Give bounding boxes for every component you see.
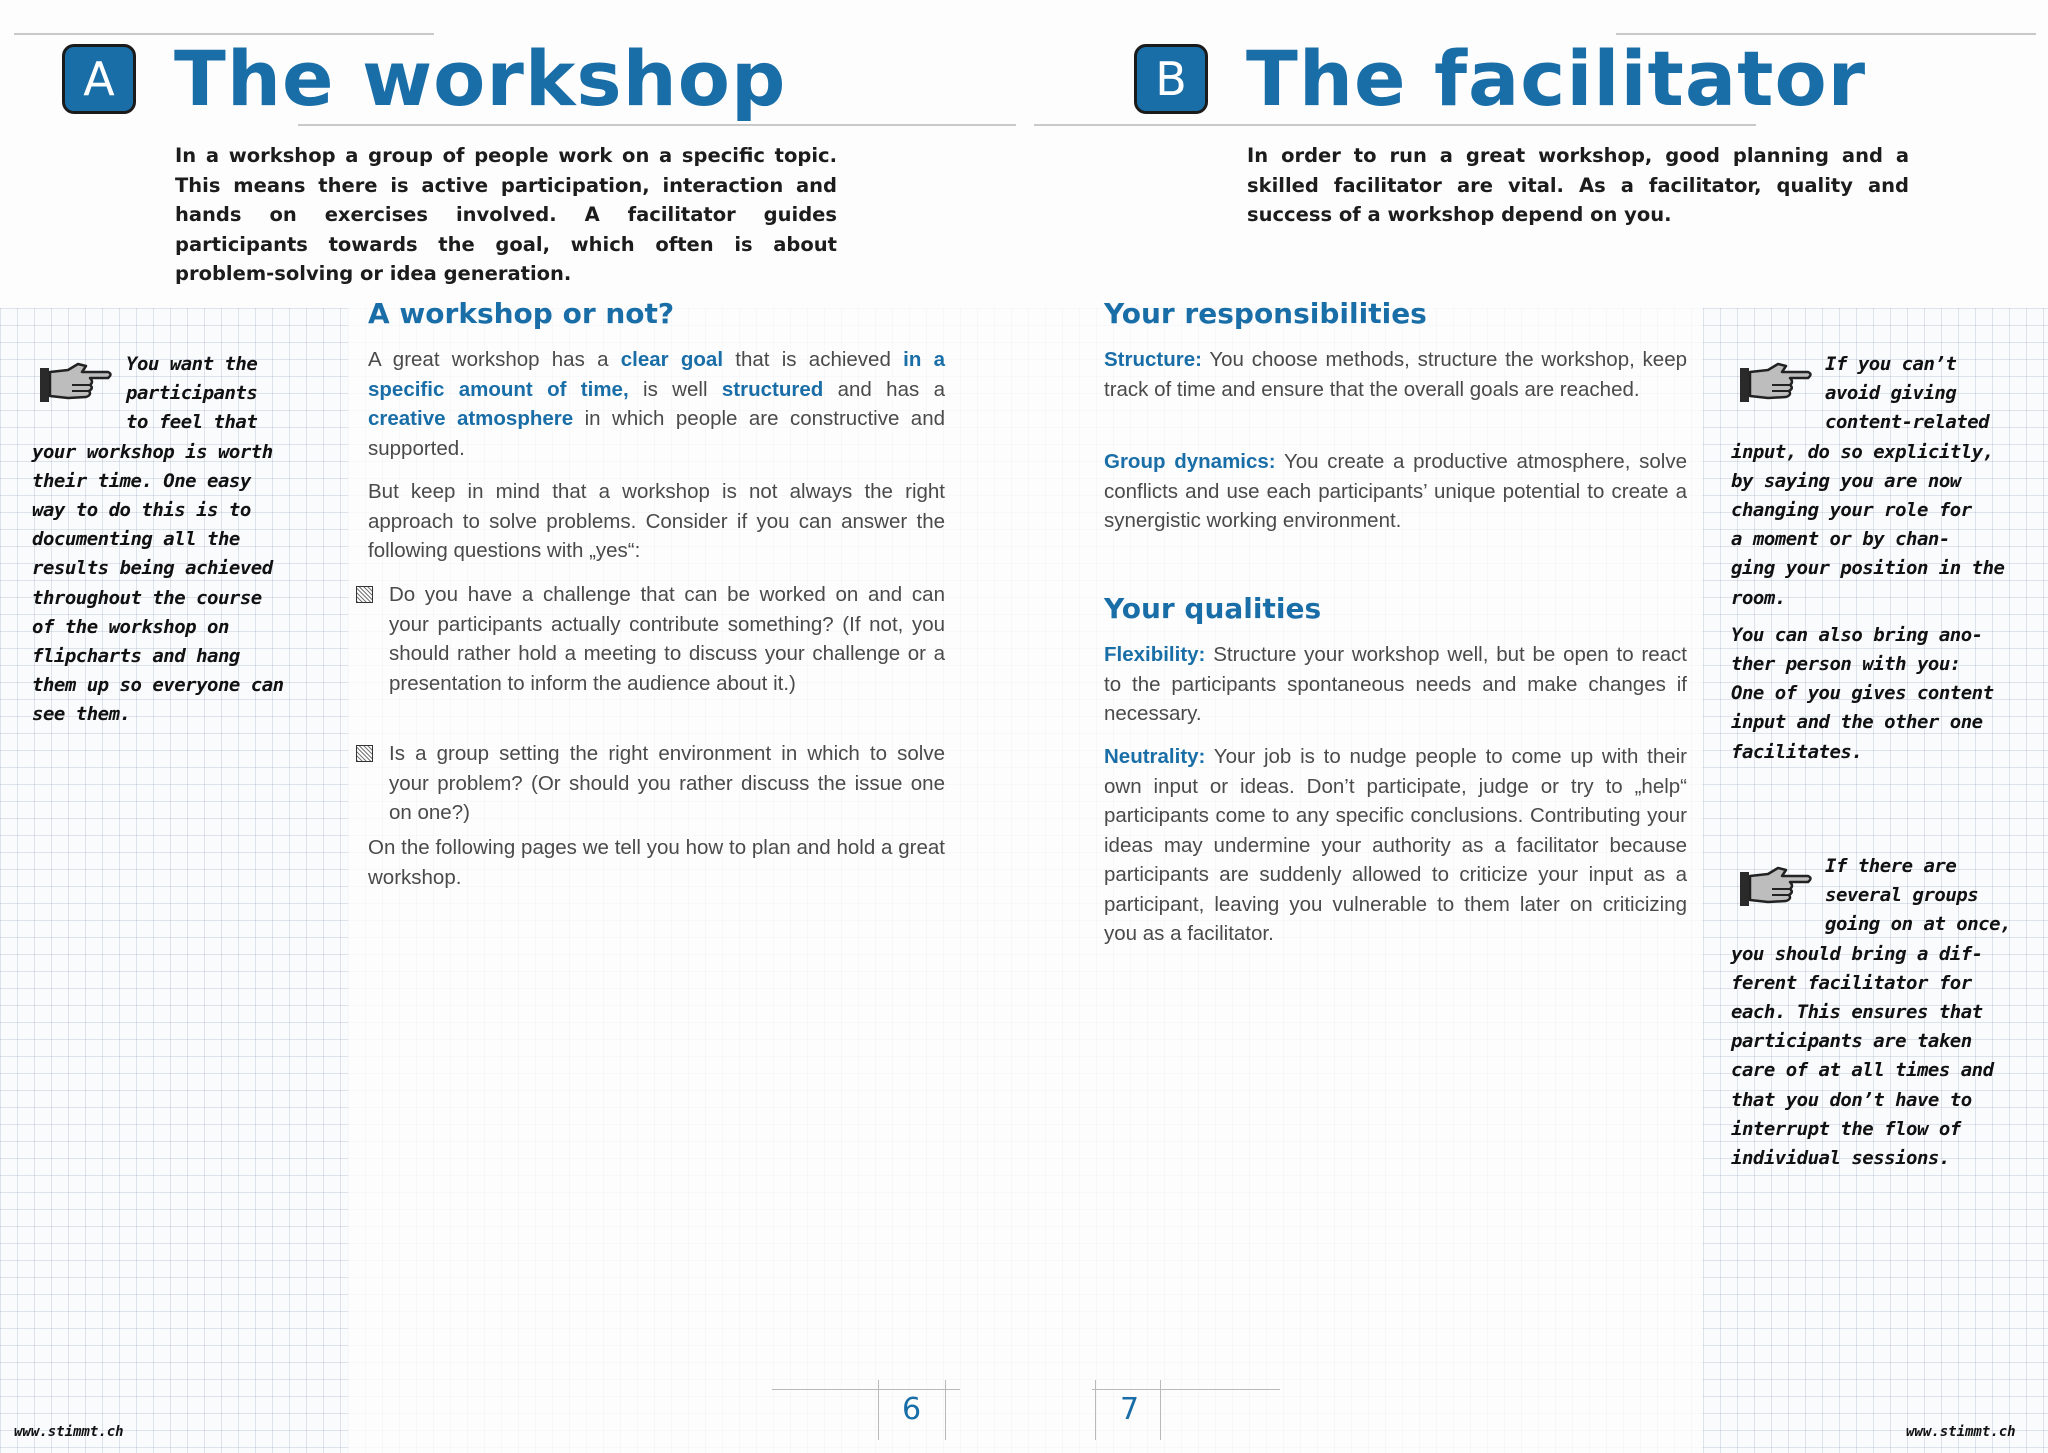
quality-neutrality bbox=[1104, 742, 1687, 949]
workshop-paragraph-3: On the following pages we tell you how to plan and hold a great workshop. bbox=[368, 836, 945, 889]
keyword-clear-goal: clear goal bbox=[620, 348, 724, 371]
structure-text: You choose methods, structure the workshop, keep track of time and ensure that the overall goals are reached. bbox=[1104, 348, 1687, 401]
tip-line: several groups bbox=[1825, 884, 1979, 907]
neutrality-text: Your job is to nudge people to come up with their own input or ideas. Don’t participate, judge or try to „help“ participants come to any specific conclusions. Contributing your ideas may undermine your authority as a facilitator because participants are suddenly allowed to criticize your input as a participant, leaving you vulnerable to them later on criticizing you as a facilitator. bbox=[1104, 745, 1687, 945]
term-group-dynamics: Group dynamics: bbox=[1104, 450, 1276, 473]
tip-line: by saying you are now bbox=[1731, 469, 1961, 492]
p1-text-2: that is achieved bbox=[723, 348, 904, 371]
tip-line: their time. One easy bbox=[32, 469, 251, 492]
chapter-badge-a: A bbox=[62, 44, 136, 114]
footer-website[interactable]: www.stimmt.ch bbox=[14, 1424, 124, 1440]
tip-line: you should bring a dif- bbox=[1731, 942, 1983, 965]
tip-line: each. This ensures that bbox=[1731, 1001, 1983, 1024]
bullet-text: Do you have a challenge that can be worked on and can your participants actually contribute something? (If not, you should rather hold a meeting to discuss your challenge or a presentation to inform the audience about it.) bbox=[389, 583, 945, 695]
tip-line: them up so everyone can bbox=[32, 674, 284, 697]
right-title-rule bbox=[1034, 124, 1756, 126]
section-heading-responsibilities: Your responsibilities bbox=[1104, 297, 1427, 330]
tip-line: If there are bbox=[1825, 855, 1957, 877]
term-flexibility: Flexibility: bbox=[1104, 643, 1206, 666]
tip-line: content-related bbox=[1825, 411, 1990, 434]
page-number-rule bbox=[1160, 1380, 1161, 1440]
bullet-text: Is a group setting the right environment in which to solve your problem? (Or should you rather discuss the issue one on one?) bbox=[389, 742, 945, 824]
tip-line: You want the bbox=[126, 353, 258, 375]
tip-line: your workshop is worth bbox=[32, 440, 273, 463]
facilitator-intro: In order to run a great workshop, good planning and a skilled facilitator are vital. As a facilitator, quality and success of a workshop depend on you. bbox=[1247, 144, 1909, 226]
tip-line: results being achieved bbox=[32, 557, 273, 580]
page-title-facilitator: The facilitator bbox=[1246, 34, 1867, 123]
bullet-item bbox=[356, 739, 945, 828]
page-number-rule bbox=[945, 1380, 946, 1440]
page-number-rule bbox=[1095, 1380, 1096, 1440]
p1-text-3: is well bbox=[628, 377, 722, 401]
page-number-7: 7 bbox=[1120, 1392, 1140, 1427]
tip-line: individual sessions. bbox=[1731, 1147, 1950, 1170]
tip-line: avoid giving bbox=[1825, 382, 1957, 405]
chapter-badge-b: B bbox=[1134, 44, 1208, 114]
tip-line: interrupt the flow of bbox=[1731, 1117, 1961, 1140]
tip-line: changing your role for bbox=[1731, 499, 1972, 522]
page-number-rule bbox=[878, 1380, 879, 1440]
tip-line: going on at once, bbox=[1825, 913, 2011, 936]
tip-line: throughout the course bbox=[32, 586, 262, 609]
tip-line: One of you gives content bbox=[1731, 682, 1994, 705]
tip-line: You can also bring ano- bbox=[1731, 623, 1983, 646]
tip-line: see them. bbox=[32, 703, 131, 726]
group-dynamics-text: You create a productive atmosphere, solve conflicts and use each participants’ unique potential to create a synergistic working environment. bbox=[1104, 450, 1687, 532]
flexibility-text: Structure your workshop well, but be open to react to the participants spontaneous needs and make changes if necessary. bbox=[1104, 643, 1687, 725]
page-title-workshop: The workshop bbox=[174, 34, 787, 123]
page-number-rule bbox=[1092, 1389, 1280, 1390]
tip-line: participants bbox=[126, 382, 258, 405]
page-number-6: 6 bbox=[902, 1392, 922, 1427]
workshop-intro: In a workshop a group of people work on a specific topic. This means there is active participation, interaction and hands on exercises involved. A facilitator guides participants towards the goal, which often is about problem-solving or idea generation. bbox=[175, 144, 837, 285]
p1-text-5: in which people are constructive and supported. bbox=[368, 407, 946, 460]
workshop-paragraph-1 bbox=[368, 345, 945, 463]
keyword-structured: structured bbox=[721, 377, 824, 401]
tip-line: a moment or by chan- bbox=[1731, 528, 1950, 551]
tip-line: ther person with you: bbox=[1731, 653, 1961, 676]
tip-line: participants are taken bbox=[1731, 1030, 1972, 1053]
tip-box-several-groups bbox=[1731, 852, 2031, 1173]
workshop-paragraph-2: But keep in mind that a workshop is not always the right approach to solve problems. Consider if you can answer the following questions with „yes“: bbox=[368, 480, 945, 562]
tip-line: ferent facilitator for bbox=[1731, 971, 1972, 994]
tip-line: documenting all the bbox=[32, 528, 240, 551]
checkbox-icon bbox=[356, 586, 373, 603]
tip-spacer bbox=[1731, 613, 2031, 621]
tip-line: of the workshop on bbox=[32, 615, 229, 638]
section-heading-workshop-or-not: A workshop or not? bbox=[368, 297, 675, 330]
tip-line: input, do so explicitly, bbox=[1731, 440, 1994, 463]
tip-line: ging your position in the bbox=[1731, 557, 2005, 580]
responsibility-structure bbox=[1104, 345, 1687, 404]
page-number-rule bbox=[772, 1389, 960, 1390]
checkbox-icon bbox=[356, 745, 373, 762]
tip-line: to feel that bbox=[126, 411, 258, 434]
tip-line: care of at all times and bbox=[1731, 1059, 1994, 1082]
responsibility-group-dynamics bbox=[1104, 447, 1687, 536]
keyword-specific-time: in a specific amount of time, bbox=[368, 348, 946, 401]
tip-line: If you can’t bbox=[1825, 353, 1957, 375]
term-structure: Structure: bbox=[1104, 348, 1202, 371]
left-title-rule bbox=[298, 124, 1016, 126]
tip-line: way to do this is to bbox=[32, 499, 251, 522]
p1-text-1: A great workshop has a bbox=[368, 348, 621, 371]
p1-text-4: and has a bbox=[823, 377, 945, 401]
footer-website[interactable]: www.stimmt.ch bbox=[1906, 1424, 2016, 1440]
keyword-creative-atmosphere: creative atmosphere bbox=[368, 407, 574, 430]
tip-line: facilitates. bbox=[1731, 740, 1863, 763]
tip-line: input and the other one bbox=[1731, 711, 1983, 734]
tip-box-workshop bbox=[32, 350, 332, 730]
term-neutrality: Neutrality: bbox=[1104, 745, 1206, 768]
quality-flexibility bbox=[1104, 640, 1687, 729]
tip-box-explicit-input bbox=[1731, 350, 2031, 767]
tip-line: flipcharts and hang bbox=[32, 645, 240, 668]
tip-line: that you don’t have to bbox=[1731, 1088, 1972, 1111]
section-heading-qualities: Your qualities bbox=[1104, 592, 1322, 625]
tip-line: room. bbox=[1731, 586, 1786, 609]
bullet-item bbox=[356, 580, 945, 698]
